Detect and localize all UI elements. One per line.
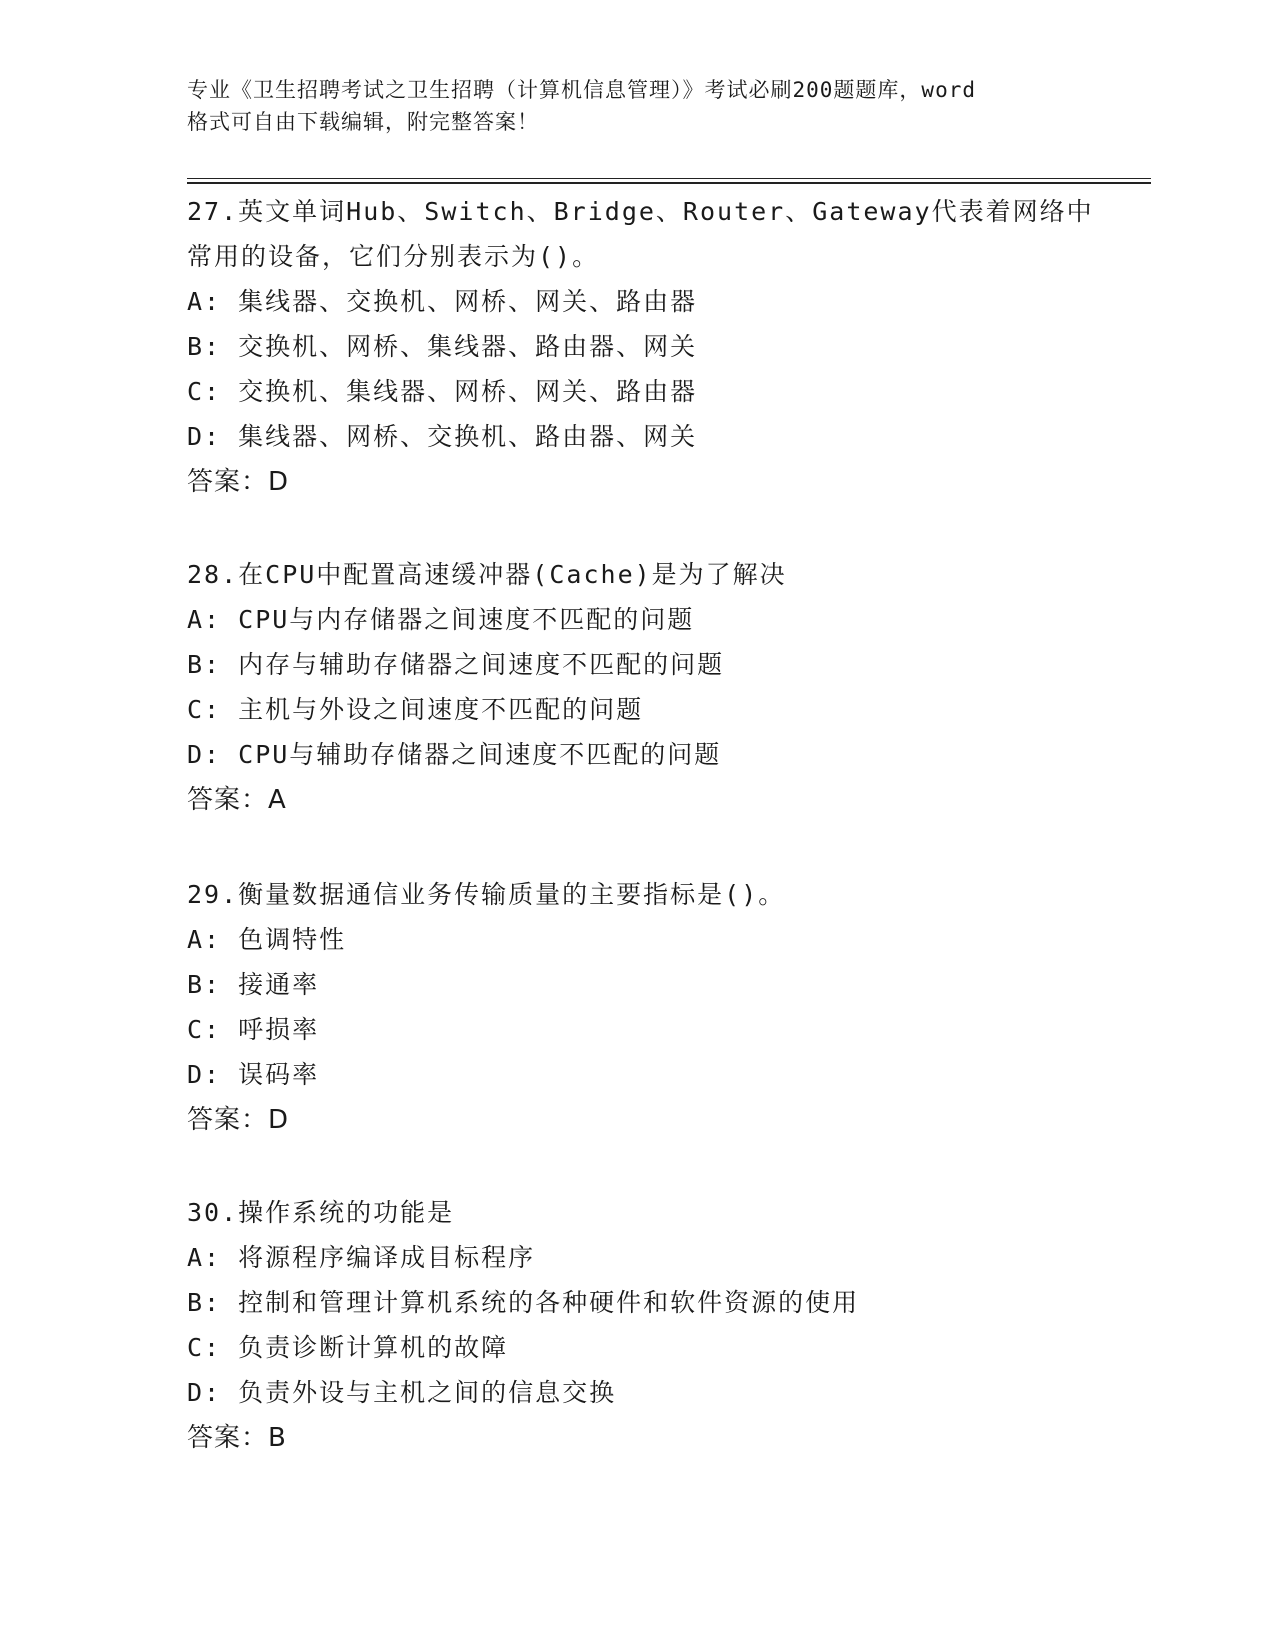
option-b: B: 接通率: [187, 970, 320, 999]
option-b: B: 交换机、网桥、集线器、路由器、网关: [187, 332, 698, 361]
option-a: A: CPU与内存储器之间速度不匹配的问题: [187, 605, 695, 634]
question-28: [187, 552, 1107, 823]
answer-line: 答案：B: [187, 1423, 287, 1453]
option-c: C: 主机与外设之间速度不匹配的问题: [187, 695, 644, 724]
header-divider-thick: [187, 182, 1151, 184]
option-d: D: CPU与辅助存储器之间速度不匹配的问题: [187, 740, 722, 769]
option-a: A: 集线器、交换机、网桥、网关、路由器: [187, 287, 698, 316]
answer-line: 答案：A: [187, 785, 287, 815]
document-header: [187, 74, 1087, 138]
option-b: B: 控制和管理计算机系统的各种硬件和软件资源的使用: [187, 1288, 860, 1317]
option-c: C: 负责诊断计算机的故障: [187, 1333, 509, 1362]
header-line-1: 专业《卫生招聘考试之卫生招聘（计算机信息管理）》考试必刷200题题库，word: [187, 78, 976, 102]
answer-line: 答案：D: [187, 1105, 290, 1135]
header-divider-thin: [187, 178, 1151, 179]
answer-line: 答案：D: [187, 467, 290, 497]
option-d: D: 负责外设与主机之间的信息交换: [187, 1378, 617, 1407]
question-29: [187, 872, 1107, 1143]
option-d: D: 误码率: [187, 1060, 320, 1089]
question-stem-line: 28.在CPU中配置高速缓冲器(Cache)是为了解决: [187, 560, 787, 589]
question-30: [187, 1190, 1107, 1461]
question-stem-line: 常用的设备，它们分别表示为()。: [187, 242, 600, 271]
header-line-2: 格式可自由下载编辑，附完整答案！: [187, 110, 539, 134]
option-c: C: 交换机、集线器、网桥、网关、路由器: [187, 377, 698, 406]
option-b: B: 内存与辅助存储器之间速度不匹配的问题: [187, 650, 725, 679]
option-d: D: 集线器、网桥、交换机、路由器、网关: [187, 422, 698, 451]
question-stem-line: 27.英文单词Hub、Switch、Bridge、Router、Gateway代表着网络中: [187, 197, 1094, 226]
question-stem-line: 29.衡量数据通信业务传输质量的主要指标是()。: [187, 880, 786, 909]
option-a: A: 将源程序编译成目标程序: [187, 1243, 536, 1272]
question-27: [187, 189, 1107, 505]
option-c: C: 呼损率: [187, 1015, 320, 1044]
option-a: A: 色调特性: [187, 925, 347, 954]
question-stem-line: 30.操作系统的功能是: [187, 1198, 455, 1227]
